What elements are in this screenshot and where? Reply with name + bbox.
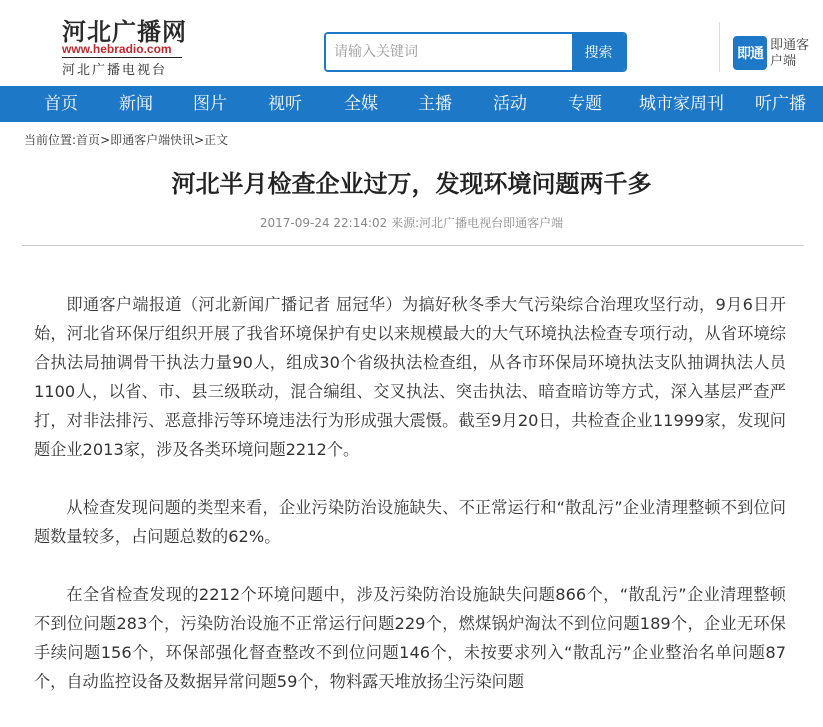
site-header — [0, 0, 823, 85]
logo-divider — [62, 57, 182, 58]
breadcrumb-section[interactable]: >即通客户端快讯 — [100, 133, 195, 147]
article-paragraph: 即通客户端报道（河北新闻广播记者 屈冠华）为搞好秋冬季大气污染综合治理攻坚行动，9月6日开始，河北省环保厅组织开展了我省环境保护有史以来规模最大的大气环境执法检查专项行动，从省环境综合执法局抽调骨干执法力量90人，组成30个省级执法检查组，从各市环保局环境执法支队抽调执法人员1100人，以省、市、县三级联动，混合编组、交叉执法、突击执法、暗查暗访等方式，深入基层严查严打，对非法排污、恶意排污等环境违法行为形成强大震慑。截至9月20日，共检查企业11999家，发现问题企业2013家，涉及各类环境问题2212个。 — [34, 295, 786, 459]
nav-item-home[interactable]: 首页 — [44, 94, 78, 114]
logo-name: 河北广播网 — [62, 18, 187, 46]
nav-item-photos[interactable]: 图片 — [193, 94, 227, 114]
search-box — [324, 32, 627, 72]
header-divider — [719, 22, 720, 72]
nav-item-video[interactable]: 视听 — [268, 94, 302, 114]
nav-item-allmedia[interactable]: 全媒 — [344, 94, 378, 114]
logo-url: www.hebradio.com — [62, 42, 172, 56]
nav-item-radio[interactable]: 听广播 — [755, 94, 806, 114]
breadcrumb-home[interactable]: 首页 — [76, 133, 101, 147]
breadcrumb — [24, 131, 228, 148]
article-paragraph: 从检查发现问题的类型来看，企业污染防治设施缺失、不正常运行和“散乱污”企业清理整顿不到位问题数量较多，占问题总数的62%。 — [34, 498, 786, 546]
logo-subtitle: 河北广播电视台 — [62, 63, 168, 78]
article-body — [34, 290, 786, 725]
breadcrumb-prefix: 当前位置: — [24, 133, 77, 147]
breadcrumb-current: >正文 — [194, 133, 229, 147]
nav-item-topics[interactable]: 专题 — [568, 94, 602, 114]
nav-item-events[interactable]: 活动 — [493, 94, 527, 114]
article-paragraph: 在全省检查发现的2212个环境问题中，涉及污染防治设施缺失问题866个，“散乱污”企业清理整顿不到位问题283个，污染防治设施不正常运行问题229个，燃煤锅炉淘汰不到位问题189个，企业无环保手续问题156个，环保部强化督查整改不到位问题146个，未按要求列入“散乱污”企业整治名单问题87个，自动监控设备及数据异常问题59个，物料露天堆放扬尘污染问题 — [34, 585, 786, 691]
nav-item-hosts[interactable]: 主播 — [418, 94, 452, 114]
search-input[interactable] — [326, 34, 574, 70]
app-download-label[interactable]: 即通客户端 — [770, 38, 810, 69]
search-button[interactable]: 搜索 — [572, 34, 625, 70]
site-logo[interactable] — [62, 12, 187, 76]
main-nav — [0, 86, 823, 122]
title-divider — [22, 245, 804, 246]
article-meta: 2017-09-24 22:14:02 来源:河北广播电视台即通客户端 — [259, 216, 564, 230]
nav-item-news[interactable]: 新闻 — [119, 94, 153, 114]
nav-item-city-weekly[interactable]: 城市家周刊 — [639, 94, 724, 114]
article-title: 河北半月检查企业过万，发现环境问题两千多 — [171, 169, 652, 198]
app-logo-icon[interactable]: 即通 — [733, 36, 767, 70]
